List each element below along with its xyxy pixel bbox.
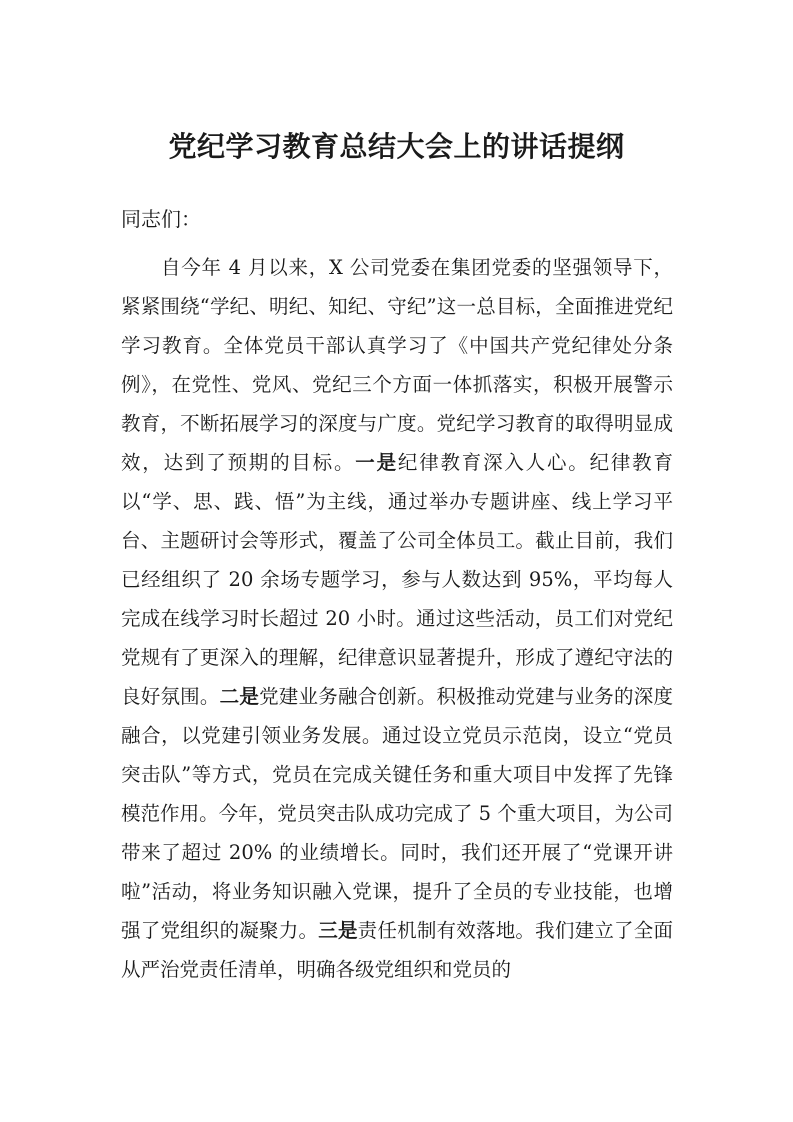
paragraph-text: 党建业务融合创新。积极推动党建与业务的深度融合，以党建引领业务发展。通过设立党员示范岗，设立“党员突击队”等方式，党员在完成关键任务和重大项目中发挥了先锋模范作用。今年，党员突击队成功完成了 5 个重大项目，为公司带来了超过 20% 的业绩增长。同时，我们还开展了“党课开讲啦”活动，将业务知识融入党课，提升了全员的专业技能，也增强了党组织的凝聚力。 <box>121 685 673 942</box>
paragraph-text: 纪律教育深入人心。纪律教育以“学、思、践、悟”为主线，通过举办专题讲座、线上学习平台、主题研讨会等形式，覆盖了公司全体员工。截止目前，我们已经组织了 20 余场专题学习，参与人数达到 95%，平均每人完成在线学习时长超过 20 小时。通过这些活动，员工们对党纪党规有了更深入的理解，纪律意识显著提升，形成了遵纪守法的良好氛围。 <box>121 451 673 708</box>
body-paragraph <box>121 248 673 989</box>
paragraph-text: 自今年 4 月以来，X 公司党委在集团党委的坚强领导下，紧紧围绕“学纪、明纪、知纪、守纪”这一总目标，全面推进党纪学习教育。全体党员干部认真学习了《中国共产党纪律处分条例》，在党性、党风、党纪三个方面一体抓落实，积极开展警示教育，不断拓展学习的深度与广度。党纪学习教育的取得明显成效，达到了预期的目标。 <box>121 256 673 474</box>
point-marker-first: 一是 <box>355 451 398 474</box>
point-marker-third: 三是 <box>318 919 358 942</box>
point-marker-second: 二是 <box>219 685 260 708</box>
salutation: 同志们： <box>121 207 201 231</box>
page-title: 党纪学习教育总结大会上的讲话提纲 <box>168 130 625 163</box>
paragraph-text: 责任机制有效落地。我们建立了全面从严治党责任清单，明确各级党组织和党员的 <box>121 919 673 981</box>
